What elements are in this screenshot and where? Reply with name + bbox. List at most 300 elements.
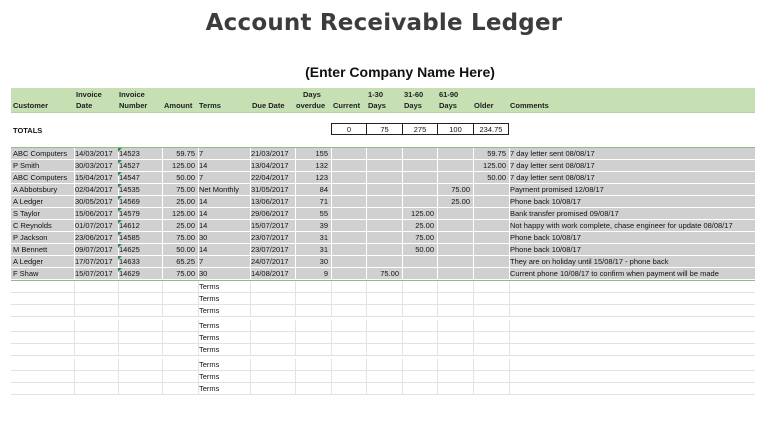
cell-divider bbox=[250, 293, 251, 305]
cell-divider bbox=[509, 332, 510, 344]
cell-amount[interactable]: 59.75 bbox=[176, 149, 195, 158]
cell-divider bbox=[437, 305, 438, 317]
cell-divider bbox=[295, 359, 296, 371]
col-invoice-number-line2: Number bbox=[119, 101, 148, 110]
cell-invoice-number[interactable]: 14585 bbox=[119, 233, 140, 242]
cell-due-date[interactable]: 13/04/2017 bbox=[251, 161, 289, 170]
cell-divider bbox=[366, 305, 367, 317]
cell-amount[interactable]: 125.00 bbox=[172, 161, 195, 170]
cell-due-date[interactable]: 22/04/2017 bbox=[251, 173, 289, 182]
cell-divider bbox=[331, 305, 332, 317]
cell-divider bbox=[402, 293, 403, 305]
cell-divider bbox=[331, 371, 332, 383]
cell-divider bbox=[295, 305, 296, 317]
cell-divider bbox=[74, 293, 75, 305]
cell-1-30[interactable] bbox=[366, 184, 399, 196]
cell-due-date[interactable]: 23/07/2017 bbox=[251, 233, 289, 242]
cell-divider bbox=[473, 383, 474, 395]
company-name-placeholder[interactable]: (Enter Company Name Here) bbox=[305, 64, 495, 80]
cell-divider bbox=[437, 281, 438, 293]
empty-row[interactable] bbox=[11, 344, 755, 356]
cell-older[interactable]: 50.00 bbox=[487, 173, 506, 182]
cell-terms[interactable]: Terms bbox=[199, 294, 220, 303]
cell-invoice-date[interactable]: 30/05/2017 bbox=[75, 197, 113, 206]
cell-31-60[interactable] bbox=[402, 196, 434, 208]
cell-divider bbox=[402, 320, 403, 332]
cell-divider bbox=[162, 305, 163, 317]
cell-divider bbox=[366, 293, 367, 305]
cell-invoice-number[interactable]: 14612 bbox=[119, 221, 140, 230]
cell-terms[interactable]: Terms bbox=[199, 321, 220, 330]
cell-invoice-number[interactable]: 14523 bbox=[119, 149, 140, 158]
cell-divider bbox=[331, 320, 332, 332]
cell-divider bbox=[509, 344, 510, 356]
total-current: 0 bbox=[331, 123, 367, 135]
empty-row[interactable] bbox=[11, 293, 755, 305]
cell-divider bbox=[118, 281, 119, 293]
cell-31-60[interactable] bbox=[402, 160, 434, 172]
cell-current[interactable] bbox=[331, 268, 363, 280]
table-row[interactable] bbox=[11, 196, 755, 208]
cell-divider bbox=[118, 359, 119, 371]
col-1-30-line1: 1-30 bbox=[368, 90, 384, 99]
col-comments: Comments bbox=[510, 101, 549, 110]
cell-divider bbox=[402, 359, 403, 371]
cell-divider bbox=[162, 359, 163, 371]
cell-divider bbox=[331, 281, 332, 293]
cell-61-90[interactable]: 75.00 bbox=[451, 185, 470, 194]
table-row[interactable] bbox=[11, 268, 755, 280]
cell-customer[interactable]: A Ledger bbox=[13, 197, 44, 206]
cell-divider bbox=[250, 305, 251, 317]
cell-divider bbox=[402, 383, 403, 395]
cell-invoice-number[interactable]: 14535 bbox=[119, 185, 140, 194]
cell-invoice-number[interactable]: 14629 bbox=[119, 269, 140, 278]
cell-divider bbox=[331, 383, 332, 395]
col-31-60-line2: Days bbox=[404, 101, 422, 110]
empty-row[interactable] bbox=[11, 383, 755, 395]
empty-row[interactable] bbox=[11, 371, 755, 383]
total-31-60: 275 bbox=[402, 123, 438, 135]
cell-terms[interactable]: 14 bbox=[199, 197, 208, 206]
cell-customer[interactable]: F Shaw bbox=[13, 269, 39, 278]
cell-comment[interactable]: 7 day letter sent 08/08/17 bbox=[510, 161, 595, 170]
cell-current[interactable] bbox=[331, 244, 363, 256]
cell-divider bbox=[473, 305, 474, 317]
cell-divider bbox=[402, 281, 403, 293]
col-days-overdue-line1: Days bbox=[303, 90, 321, 99]
cell-61-90[interactable] bbox=[437, 208, 470, 220]
cell-61-90[interactable] bbox=[437, 256, 470, 268]
cell-divider bbox=[331, 293, 332, 305]
cell-61-90[interactable] bbox=[437, 232, 470, 244]
cell-divider bbox=[509, 371, 510, 383]
cell-current[interactable] bbox=[331, 208, 363, 220]
cell-1-30[interactable] bbox=[366, 160, 399, 172]
cell-older[interactable] bbox=[473, 220, 506, 232]
cell-terms[interactable]: Terms bbox=[199, 345, 220, 354]
cell-due-date[interactable]: 13/06/2017 bbox=[251, 197, 289, 206]
cell-terms[interactable]: 7 bbox=[199, 149, 204, 158]
cell-comment[interactable]: Current phone 10/08/17 to confirm when payment will be made bbox=[510, 269, 719, 278]
cell-divider bbox=[250, 344, 251, 356]
cell-divider bbox=[473, 344, 474, 356]
cell-customer[interactable]: A Abbotsbury bbox=[13, 185, 58, 194]
cell-invoice-number[interactable]: 14579 bbox=[119, 209, 140, 218]
cell-1-30[interactable] bbox=[366, 148, 399, 160]
cell-days-overdue[interactable]: 31 bbox=[319, 245, 328, 254]
cell-1-30[interactable] bbox=[366, 172, 399, 184]
cell-invoice-number[interactable]: 14625 bbox=[119, 245, 140, 254]
cell-older[interactable] bbox=[473, 208, 506, 220]
empty-row[interactable] bbox=[11, 332, 755, 344]
cell-amount[interactable]: 75.00 bbox=[176, 269, 195, 278]
cell-current[interactable] bbox=[331, 256, 363, 268]
cell-divider bbox=[118, 293, 119, 305]
cell-31-60[interactable] bbox=[402, 184, 434, 196]
cell-divider bbox=[331, 359, 332, 371]
cell-customer[interactable]: S Taylor bbox=[13, 209, 40, 218]
table-row[interactable] bbox=[11, 208, 755, 220]
page-title: Account Receivable Ledger bbox=[205, 10, 563, 36]
cell-comment[interactable]: Not happy with work complete, chase engineer for update 08/08/17 bbox=[510, 221, 733, 230]
cell-older[interactable] bbox=[473, 256, 506, 268]
cell-due-date[interactable]: 23/07/2017 bbox=[251, 245, 289, 254]
col-1-30-line2: Days bbox=[368, 101, 386, 110]
cell-comment[interactable]: They are on holiday until 15/08/17 - phone back bbox=[510, 257, 669, 266]
cell-customer[interactable]: ABC Computers bbox=[13, 173, 68, 182]
cell-amount[interactable]: 75.00 bbox=[176, 185, 195, 194]
cell-divider bbox=[295, 281, 296, 293]
cell-divider bbox=[162, 293, 163, 305]
cell-days-overdue[interactable]: 155 bbox=[315, 149, 328, 158]
cell-older[interactable] bbox=[473, 244, 506, 256]
cell-current[interactable] bbox=[331, 220, 363, 232]
cell-comment[interactable]: Phone back 10/08/17 bbox=[510, 245, 581, 254]
cell-1-30[interactable] bbox=[366, 208, 399, 220]
cell-terms[interactable]: 14 bbox=[199, 209, 208, 218]
cell-due-date[interactable]: 21/03/2017 bbox=[251, 149, 289, 158]
cell-current[interactable] bbox=[331, 196, 363, 208]
cell-divider bbox=[402, 371, 403, 383]
cell-customer[interactable]: P Smith bbox=[13, 161, 40, 170]
cell-divider bbox=[473, 320, 474, 332]
cell-due-date[interactable]: 14/08/2017 bbox=[251, 269, 289, 278]
cell-divider bbox=[74, 344, 75, 356]
cell-31-60[interactable]: 75.00 bbox=[415, 233, 434, 242]
cell-divider bbox=[162, 371, 163, 383]
cell-divider bbox=[295, 332, 296, 344]
cell-due-date[interactable]: 31/05/2017 bbox=[251, 185, 289, 194]
cell-divider bbox=[74, 332, 75, 344]
cell-days-overdue[interactable]: 132 bbox=[315, 161, 328, 170]
cell-invoice-date[interactable]: 14/03/2017 bbox=[75, 149, 113, 158]
cell-amount[interactable]: 125.00 bbox=[172, 209, 195, 218]
cell-invoice-date[interactable]: 30/03/2017 bbox=[75, 161, 113, 170]
cell-current[interactable] bbox=[331, 160, 363, 172]
cell-divider bbox=[250, 332, 251, 344]
table-row[interactable] bbox=[11, 184, 755, 196]
col-61-90-line1: 61-90 bbox=[439, 90, 459, 99]
cell-comment[interactable]: Bank transfer promised 09/08/17 bbox=[510, 209, 619, 218]
cell-61-90[interactable] bbox=[437, 172, 470, 184]
cell-1-30[interactable]: 75.00 bbox=[380, 269, 399, 278]
cell-customer[interactable]: P Jackson bbox=[13, 233, 48, 242]
cell-divider bbox=[118, 332, 119, 344]
table-row[interactable] bbox=[11, 244, 755, 256]
cell-due-date[interactable]: 29/06/2017 bbox=[251, 209, 289, 218]
cell-31-60[interactable]: 25.00 bbox=[415, 221, 434, 230]
cell-divider bbox=[509, 359, 510, 371]
cell-comment[interactable]: Payment promised 12/08/17 bbox=[510, 185, 604, 194]
col-days-overdue-line2: overdue bbox=[296, 101, 326, 110]
cell-divider bbox=[118, 344, 119, 356]
cell-invoice-date[interactable]: 02/04/2017 bbox=[75, 185, 113, 194]
cell-terms[interactable]: Net Monthly bbox=[199, 185, 240, 194]
col-customer: Customer bbox=[13, 101, 49, 110]
cell-divider bbox=[162, 281, 163, 293]
cell-divider bbox=[250, 359, 251, 371]
cell-customer[interactable]: C Reynolds bbox=[13, 221, 52, 230]
cell-days-overdue[interactable]: 55 bbox=[319, 209, 328, 218]
cell-days-overdue[interactable]: 30 bbox=[319, 257, 328, 266]
cell-divider bbox=[473, 359, 474, 371]
cell-61-90[interactable] bbox=[437, 160, 470, 172]
cell-due-date[interactable]: 24/07/2017 bbox=[251, 257, 289, 266]
cell-divider bbox=[74, 359, 75, 371]
cell-31-60[interactable] bbox=[402, 172, 434, 184]
cell-divider bbox=[74, 320, 75, 332]
cell-current[interactable] bbox=[331, 172, 363, 184]
cell-divider bbox=[402, 305, 403, 317]
cell-days-overdue[interactable]: 31 bbox=[319, 233, 328, 242]
cell-invoice-date[interactable]: 01/07/2017 bbox=[75, 221, 113, 230]
cell-31-60[interactable] bbox=[402, 148, 434, 160]
cell-due-date[interactable]: 15/07/2017 bbox=[251, 221, 289, 230]
empty-row[interactable] bbox=[11, 320, 755, 332]
col-older: Older bbox=[474, 101, 494, 110]
cell-terms[interactable]: 7 bbox=[199, 257, 204, 266]
cell-terms[interactable]: Terms bbox=[199, 333, 220, 342]
total-older: 234.75 bbox=[473, 123, 509, 135]
cell-divider bbox=[162, 383, 163, 395]
cell-days-overdue[interactable]: 123 bbox=[315, 173, 328, 182]
cell-amount[interactable]: 25.00 bbox=[176, 221, 195, 230]
cell-amount[interactable]: 50.00 bbox=[176, 245, 195, 254]
cell-divider bbox=[473, 371, 474, 383]
cell-divider bbox=[437, 371, 438, 383]
cell-61-90[interactable]: 25.00 bbox=[451, 197, 470, 206]
cell-invoice-date[interactable]: 09/07/2017 bbox=[75, 245, 113, 254]
cell-divider bbox=[74, 383, 75, 395]
cell-divider bbox=[402, 344, 403, 356]
cell-1-30[interactable] bbox=[366, 244, 399, 256]
col-current: Current bbox=[333, 101, 361, 110]
cell-comment[interactable]: 7 day letter sent 08/08/17 bbox=[510, 149, 595, 158]
cell-divider bbox=[118, 320, 119, 332]
cell-31-60[interactable] bbox=[402, 256, 434, 268]
cell-divider bbox=[509, 320, 510, 332]
cell-terms[interactable]: Terms bbox=[199, 384, 220, 393]
cell-terms[interactable]: Terms bbox=[199, 360, 220, 369]
table-row[interactable] bbox=[11, 160, 755, 172]
cell-61-90[interactable] bbox=[437, 244, 470, 256]
cell-divider bbox=[366, 281, 367, 293]
empty-row[interactable] bbox=[11, 359, 755, 371]
cell-older[interactable] bbox=[473, 184, 506, 196]
cell-divider bbox=[509, 383, 510, 395]
cell-amount[interactable]: 25.00 bbox=[176, 197, 195, 206]
cell-divider bbox=[331, 332, 332, 344]
cell-divider bbox=[250, 320, 251, 332]
cell-divider bbox=[295, 320, 296, 332]
col-due-date: Due Date bbox=[252, 101, 285, 110]
cell-comment[interactable]: Phone back 10/08/17 bbox=[510, 233, 581, 242]
table-row[interactable] bbox=[11, 232, 755, 244]
cell-divider bbox=[509, 293, 510, 305]
cell-divider bbox=[74, 281, 75, 293]
cell-divider bbox=[509, 305, 510, 317]
cell-divider bbox=[437, 320, 438, 332]
cell-61-90[interactable] bbox=[437, 148, 470, 160]
cell-invoice-date[interactable]: 15/06/2017 bbox=[75, 209, 113, 218]
cell-divider bbox=[437, 383, 438, 395]
cell-divider bbox=[366, 332, 367, 344]
cell-days-overdue[interactable]: 71 bbox=[319, 197, 328, 206]
cell-1-30[interactable] bbox=[366, 220, 399, 232]
cell-divider bbox=[366, 371, 367, 383]
empty-row[interactable] bbox=[11, 305, 755, 317]
cell-amount[interactable]: 65.25 bbox=[176, 257, 195, 266]
cell-divider bbox=[295, 293, 296, 305]
cell-divider bbox=[366, 320, 367, 332]
cell-divider bbox=[402, 332, 403, 344]
totals-label: TOTALS bbox=[13, 126, 43, 135]
cell-days-overdue[interactable]: 9 bbox=[323, 269, 328, 278]
cell-terms[interactable]: 30 bbox=[199, 269, 208, 278]
col-invoice-date-line1: Invoice bbox=[76, 90, 102, 99]
cell-terms[interactable]: Terms bbox=[199, 282, 220, 291]
cell-divider bbox=[437, 344, 438, 356]
cell-terms[interactable]: 14 bbox=[199, 245, 208, 254]
table-row[interactable] bbox=[11, 148, 755, 160]
cell-amount[interactable]: 50.00 bbox=[176, 173, 195, 182]
cell-terms[interactable]: 7 bbox=[199, 173, 204, 182]
header-row bbox=[11, 88, 755, 113]
cell-divider bbox=[295, 383, 296, 395]
cell-days-overdue[interactable]: 39 bbox=[319, 221, 328, 230]
col-31-60-line1: 31-60 bbox=[404, 90, 424, 99]
cell-older[interactable] bbox=[473, 196, 506, 208]
cell-1-30[interactable] bbox=[366, 232, 399, 244]
cell-terms[interactable]: 14 bbox=[199, 221, 208, 230]
col-amount: Amount bbox=[164, 101, 193, 110]
cell-invoice-date[interactable]: 17/07/2017 bbox=[75, 257, 113, 266]
cell-invoice-number[interactable]: 14569 bbox=[119, 197, 140, 206]
cell-divider bbox=[295, 344, 296, 356]
cell-divider bbox=[509, 281, 510, 293]
table-row[interactable] bbox=[11, 172, 755, 184]
empty-row[interactable] bbox=[11, 281, 755, 293]
total-1-30: 75 bbox=[366, 123, 403, 135]
cell-divider bbox=[74, 305, 75, 317]
cell-current[interactable] bbox=[331, 232, 363, 244]
cell-divider bbox=[295, 371, 296, 383]
cell-divider bbox=[331, 344, 332, 356]
cell-terms[interactable]: 14 bbox=[199, 161, 208, 170]
cell-terms[interactable]: Terms bbox=[199, 372, 220, 381]
cell-31-60[interactable] bbox=[402, 268, 434, 280]
cell-invoice-date[interactable]: 15/04/2017 bbox=[75, 173, 113, 182]
cell-divider bbox=[118, 305, 119, 317]
cell-comment[interactable]: 7 day letter sent 08/08/17 bbox=[510, 173, 595, 182]
cell-divider bbox=[250, 371, 251, 383]
cell-divider bbox=[473, 332, 474, 344]
table-row[interactable] bbox=[11, 220, 755, 232]
cell-older[interactable] bbox=[473, 232, 506, 244]
cell-customer[interactable]: M Bennett bbox=[13, 245, 48, 254]
cell-divider bbox=[366, 344, 367, 356]
cell-divider bbox=[162, 332, 163, 344]
cell-divider bbox=[437, 332, 438, 344]
col-invoice-date-line2: Date bbox=[76, 101, 93, 110]
cell-divider bbox=[473, 281, 474, 293]
cell-invoice-number[interactable]: 14527 bbox=[119, 161, 140, 170]
cell-1-30[interactable] bbox=[366, 196, 399, 208]
cell-older[interactable]: 59.75 bbox=[487, 149, 506, 158]
cell-older[interactable] bbox=[473, 268, 506, 280]
cell-divider bbox=[437, 359, 438, 371]
cell-current[interactable] bbox=[331, 148, 363, 160]
ledger-sheet bbox=[11, 88, 755, 428]
cell-terms[interactable]: Terms bbox=[199, 306, 220, 315]
cell-divider bbox=[74, 371, 75, 383]
cell-customer[interactable]: ABC Computers bbox=[13, 149, 68, 158]
cell-61-90[interactable] bbox=[437, 268, 470, 280]
cell-terms[interactable]: 30 bbox=[199, 233, 208, 242]
cell-divider bbox=[118, 371, 119, 383]
cell-invoice-date[interactable]: 23/06/2017 bbox=[75, 233, 113, 242]
cell-invoice-number[interactable]: 14547 bbox=[119, 173, 140, 182]
cell-divider bbox=[250, 383, 251, 395]
cell-invoice-date[interactable]: 15/07/2017 bbox=[75, 269, 113, 278]
cell-1-30[interactable] bbox=[366, 256, 399, 268]
cell-divider bbox=[250, 281, 251, 293]
cell-divider bbox=[473, 293, 474, 305]
cell-comment[interactable]: Phone back 10/08/17 bbox=[510, 197, 581, 206]
cell-31-60[interactable]: 125.00 bbox=[411, 209, 434, 218]
cell-divider bbox=[437, 293, 438, 305]
cell-older[interactable]: 125.00 bbox=[483, 161, 506, 170]
cell-divider bbox=[366, 359, 367, 371]
cell-divider bbox=[118, 383, 119, 395]
cell-current[interactable] bbox=[331, 184, 363, 196]
cell-31-60[interactable]: 50.00 bbox=[415, 245, 434, 254]
cell-amount[interactable]: 75.00 bbox=[176, 233, 195, 242]
col-terms: Terms bbox=[199, 101, 221, 110]
cell-61-90[interactable] bbox=[437, 220, 470, 232]
cell-invoice-number[interactable]: 14633 bbox=[119, 257, 140, 266]
cell-divider bbox=[162, 320, 163, 332]
cell-customer[interactable]: A Ledger bbox=[13, 257, 44, 266]
total-61-90: 100 bbox=[437, 123, 474, 135]
cell-divider bbox=[162, 344, 163, 356]
cell-days-overdue[interactable]: 84 bbox=[319, 185, 328, 194]
col-61-90-line2: Days bbox=[439, 101, 457, 110]
cell-divider bbox=[366, 383, 367, 395]
col-invoice-number-line1: Invoice bbox=[119, 90, 145, 99]
table-row[interactable] bbox=[11, 256, 755, 268]
